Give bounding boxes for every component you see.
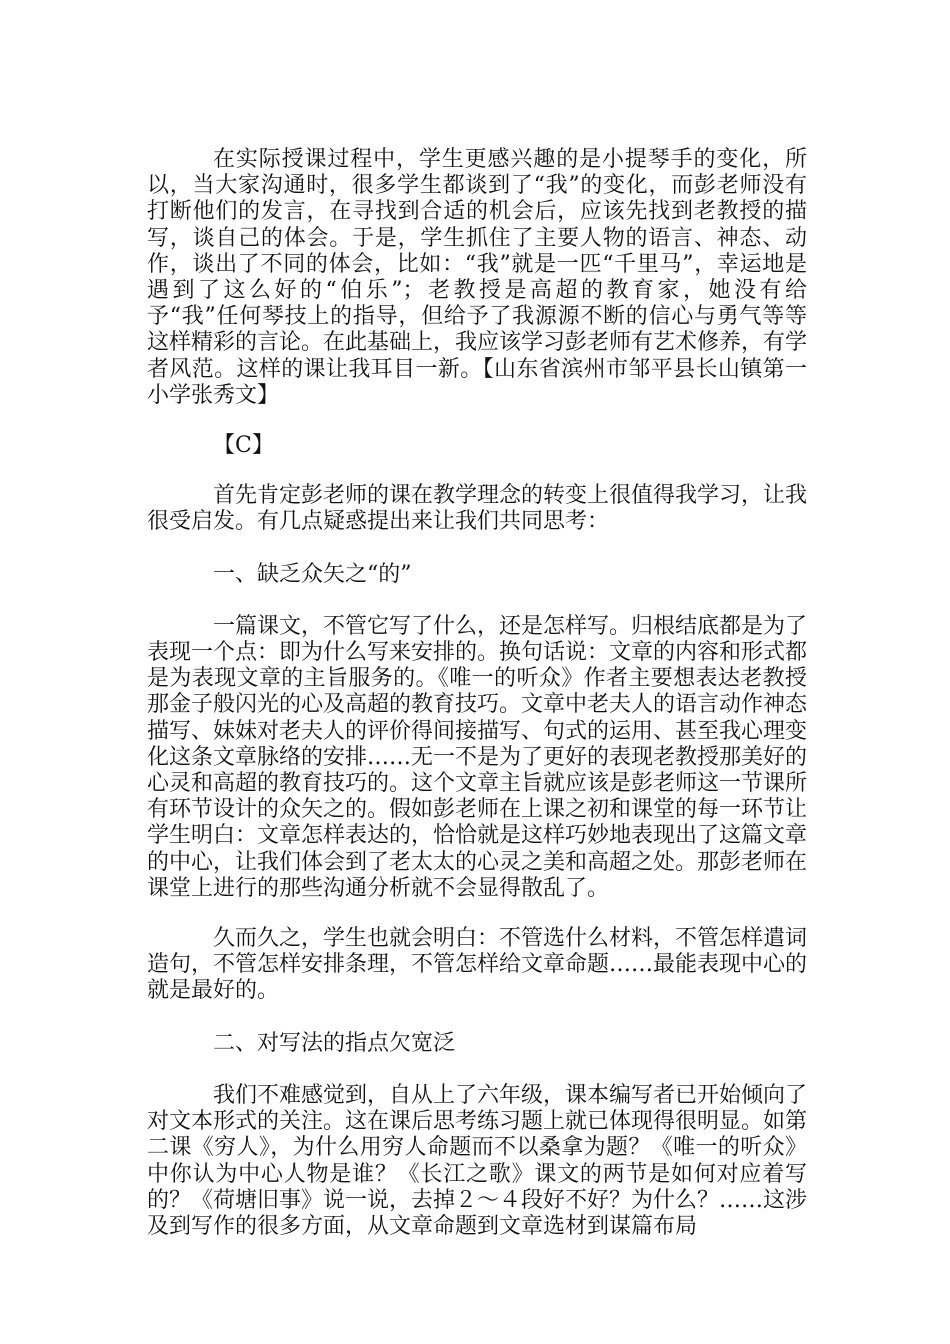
heading-lack-of-focus: 一、缺乏众矢之“的”: [213, 561, 412, 587]
paragraph-grade-six: 我们不难感觉到，自从上了六年级，课本编写者已开始倾向了对文本形式的关注。这在课后思考练习题上就已体现得很明显。如第二课《穷人》，为什么用穷人命题而不以桑拿为题？《唯一的听众》中你认为中心人物是谁？《长江之歌》课文的两节是如何对应着写的？《荷塘旧事》说一说，去掉２～４段好不好？为什么？……这涉及到写作的很多方面，从文章命题到文章选材到谋篇布局: [147, 1082, 808, 1239]
paragraph-classroom-observation: 在实际授课过程中，学生更感兴趣的是小提琴手的变化，所以，当大家沟通时，很多学生都谈到了“我”的变化，而彭老师没有打断他们的发言，在寻找到合适的机会后，应该先找到老教授的描写，谈自己的体会。于是，学生抓住了主要人物的语言、神态、动作，谈出了不同的体会，比如：“我”就是一匹“千里马”，幸运地是遇到了这么好的“伯乐”；老教授是高超的教育家，她没有给予“我”任何琴技上的指导，但给予了我源源不断的信心与勇气等等这样精彩的言论。在此基础上，我应该学习彭老师有艺术修养，有学者风范。这样的课让我耳目一新。【山东省滨州市邹平县长山镇第一小学张秀文】: [147, 147, 808, 408]
paragraph-text-theme: 一篇课文，不管它写了什么，还是怎样写。归根结底都是为了表现一个点：即为什么写来安排的。换句话说：文章的内容和形式都是为表现文章的主旨服务的。《唯一的听众》作者主要想表达老教授那金子般闪光的心及高超的教育技巧。文章中老夫人的语言动作神态描写、妹妹对老夫人的评价得间接描写、句式的运用、甚至我心理变化这条文章脉络的安排……无一不是为了更好的表现老教授那美好的心灵和高超的教育技巧的。这个文章主旨就应该是彭老师这一节课所有环节设计的众矢之的。假如彭老师在上课之初和课堂的每一环节让学生明白：文章怎样表达的，恰恰就是这样巧妙地表现出了这篇文章的中心，让我们体会到了老太太的心灵之美和高超之处。那彭老师在课堂上进行的那些沟通分析就不会显得散乱了。: [147, 613, 808, 901]
paragraph-over-time: 久而久之，学生也就会明白：不管选什么材料，不管怎样遣词造句，不管怎样安排条理，不管怎样给文章命题……最能表现中心的就是最好的。: [147, 926, 808, 1004]
section-marker-c: 【C】: [213, 433, 274, 459]
heading-writing-guidance: 二、对写法的指点欠宽泛: [213, 1030, 456, 1056]
paragraph-intro: 首先肯定彭老师的课在教学理念的转变上很值得我学习，让我很受启发。有几点疑惑提出来让我们共同思考：: [147, 483, 808, 535]
document-body: [147, 147, 807, 1240]
